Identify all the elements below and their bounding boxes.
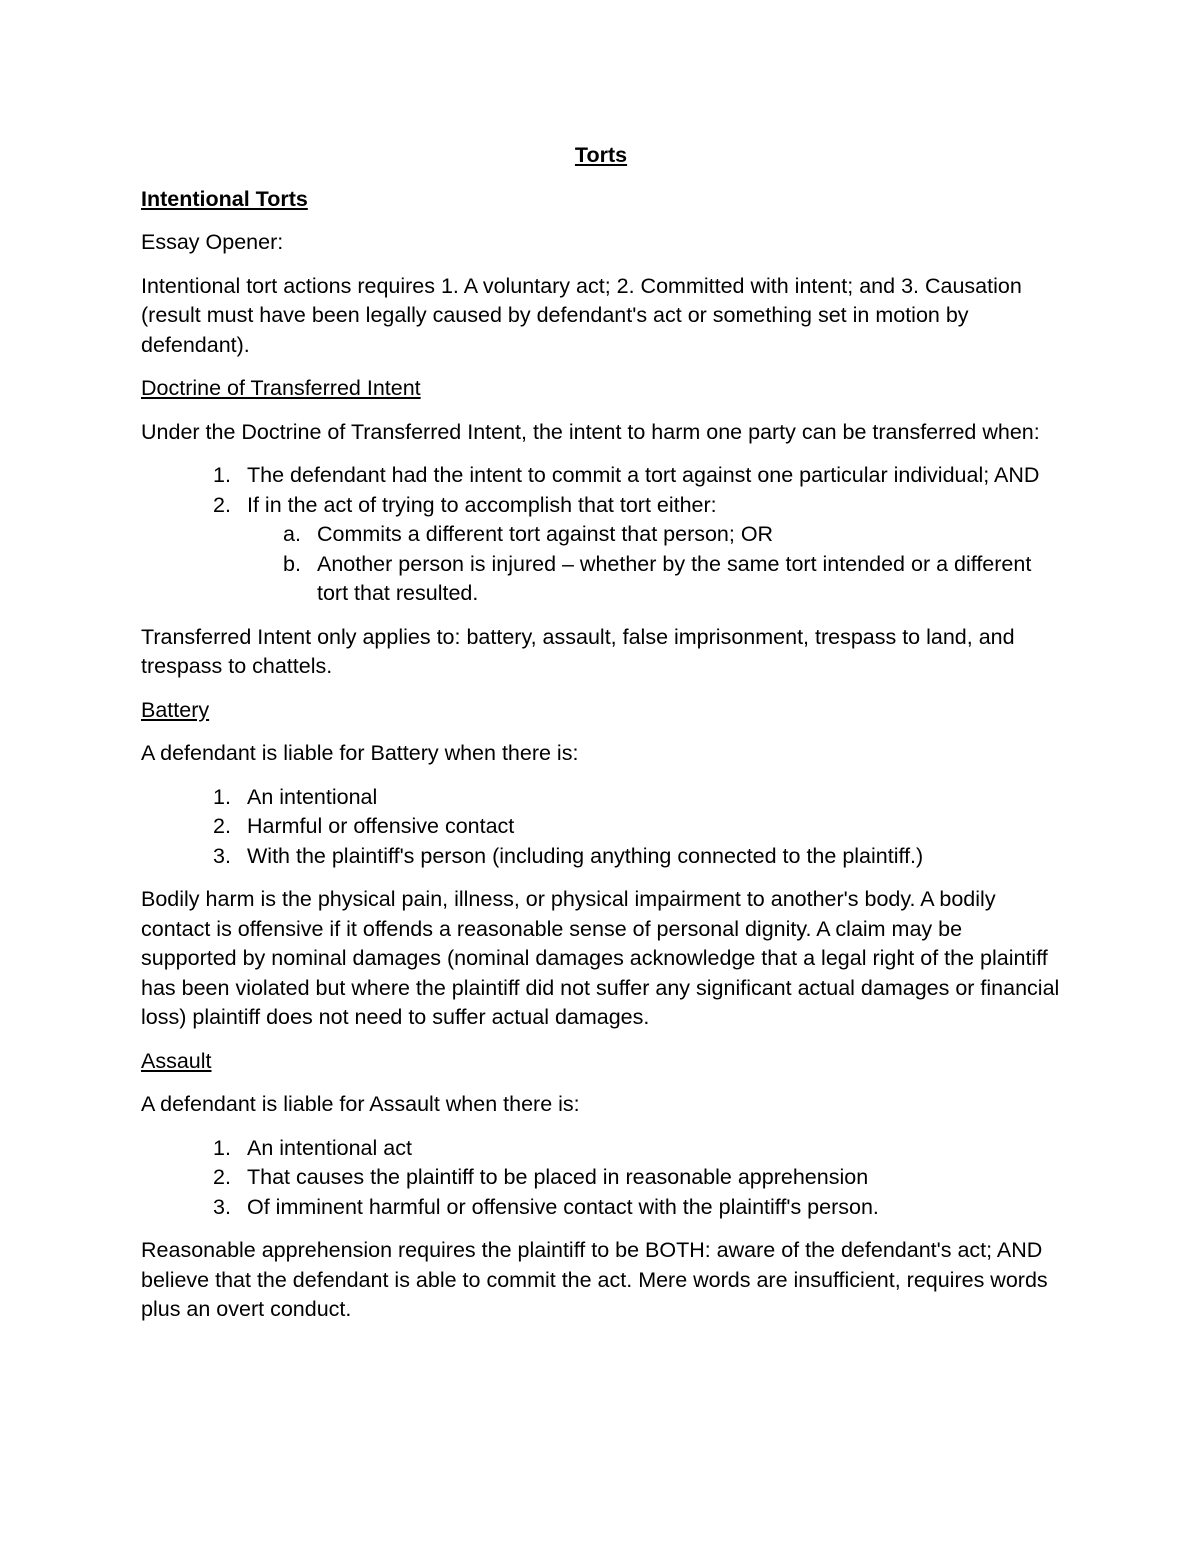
assault-explanation: Reasonable apprehension requires the plaintiff to be BOTH: aware of the defendant's act; AND believe that the defendant is able to commit the act. Mere words are insufficient, requires words plus an overt conduct. [141, 1238, 1048, 1321]
list-item [141, 783, 1061, 813]
transferred-intent-intro: Under the Doctrine of Transferred Intent, the intent to harm one party can be transferred when: [141, 419, 1040, 444]
list-letter: a. [283, 522, 301, 546]
list-item [141, 461, 1061, 491]
essay-opener-label: Essay Opener: [141, 230, 284, 254]
essay-opener-text: Intentional tort actions requires 1. A voluntary act; 2. Committed with intent; and 3. Causation (result must have been legally caused by defendant's act or something set in motion by defendant). [141, 273, 1022, 357]
list-item [141, 812, 1061, 842]
list-number: 3. [213, 1194, 231, 1219]
list-item-text: With the plaintiff's person (including anything connected to the plaintiff.) [247, 843, 924, 868]
battery-explanation: Bodily harm is the physical pain, illness, or physical impairment to another's body. A bodily contact is offensive if it offends a reasonable sense of personal dignity. A claim may be supported by nominal damages (nominal damages acknowledge that a legal right of the plaintiff has been violated but where the plaintiff did not suffer any significant actual damages or financial loss) plaintiff does not need to suffer actual damages. [141, 887, 1060, 1029]
document-body [141, 141, 1061, 1339]
battery-heading: Battery [141, 697, 210, 722]
list-number: 2. [213, 492, 231, 517]
list-item-text: An intentional act [247, 1135, 412, 1160]
list-number: 2. [213, 1165, 231, 1189]
list-number: 1. [213, 463, 231, 487]
list-item [141, 842, 1061, 872]
battery-list [141, 783, 1061, 872]
list-number: 1. [213, 784, 231, 809]
transferred-intent-applies: Transferred Intent only applies to: battery, assault, false imprisonment, trespass to land, and trespass to chattels. [141, 624, 1015, 678]
list-item-text: The defendant had the intent to commit a tort against one particular individual; AND [247, 463, 1040, 487]
list-item [141, 1163, 1061, 1193]
list-item [247, 520, 1061, 550]
battery-intro: A defendant is liable for Battery when there is: [141, 741, 579, 765]
list-item-text: An intentional [247, 784, 378, 809]
list-item [141, 1193, 1061, 1223]
section-heading: Intentional Torts [141, 186, 308, 211]
list-item [247, 550, 1061, 609]
list-item-text: If in the act of trying to accomplish that tort either: [247, 492, 717, 517]
assault-intro: A defendant is liable for Assault when there is: [141, 1092, 580, 1116]
assault-heading: Assault [141, 1048, 212, 1073]
assault-list [141, 1134, 1061, 1223]
list-item-text: Of imminent harmful or offensive contact with the plaintiff's person. [247, 1194, 879, 1219]
list-number: 3. [213, 843, 231, 868]
list-item-text: Commits a different tort against that person; OR [317, 522, 774, 546]
transferred-intent-sublist [247, 520, 1061, 609]
list-item-text: Another person is injured – whether by the same tort intended or a different tort that resulted. [317, 551, 1032, 605]
transferred-intent-heading: Doctrine of Transferred Intent [141, 376, 421, 400]
list-item [141, 1134, 1061, 1164]
list-item-text: Harmful or offensive contact [247, 814, 515, 838]
list-letter: b. [283, 551, 301, 576]
list-item [141, 491, 1061, 609]
list-item-text: That causes the plaintiff to be placed in reasonable apprehension [247, 1165, 869, 1189]
transferred-intent-list [141, 461, 1061, 609]
list-number: 1. [213, 1135, 231, 1160]
document-title: Torts [574, 143, 628, 167]
list-number: 2. [213, 814, 231, 838]
